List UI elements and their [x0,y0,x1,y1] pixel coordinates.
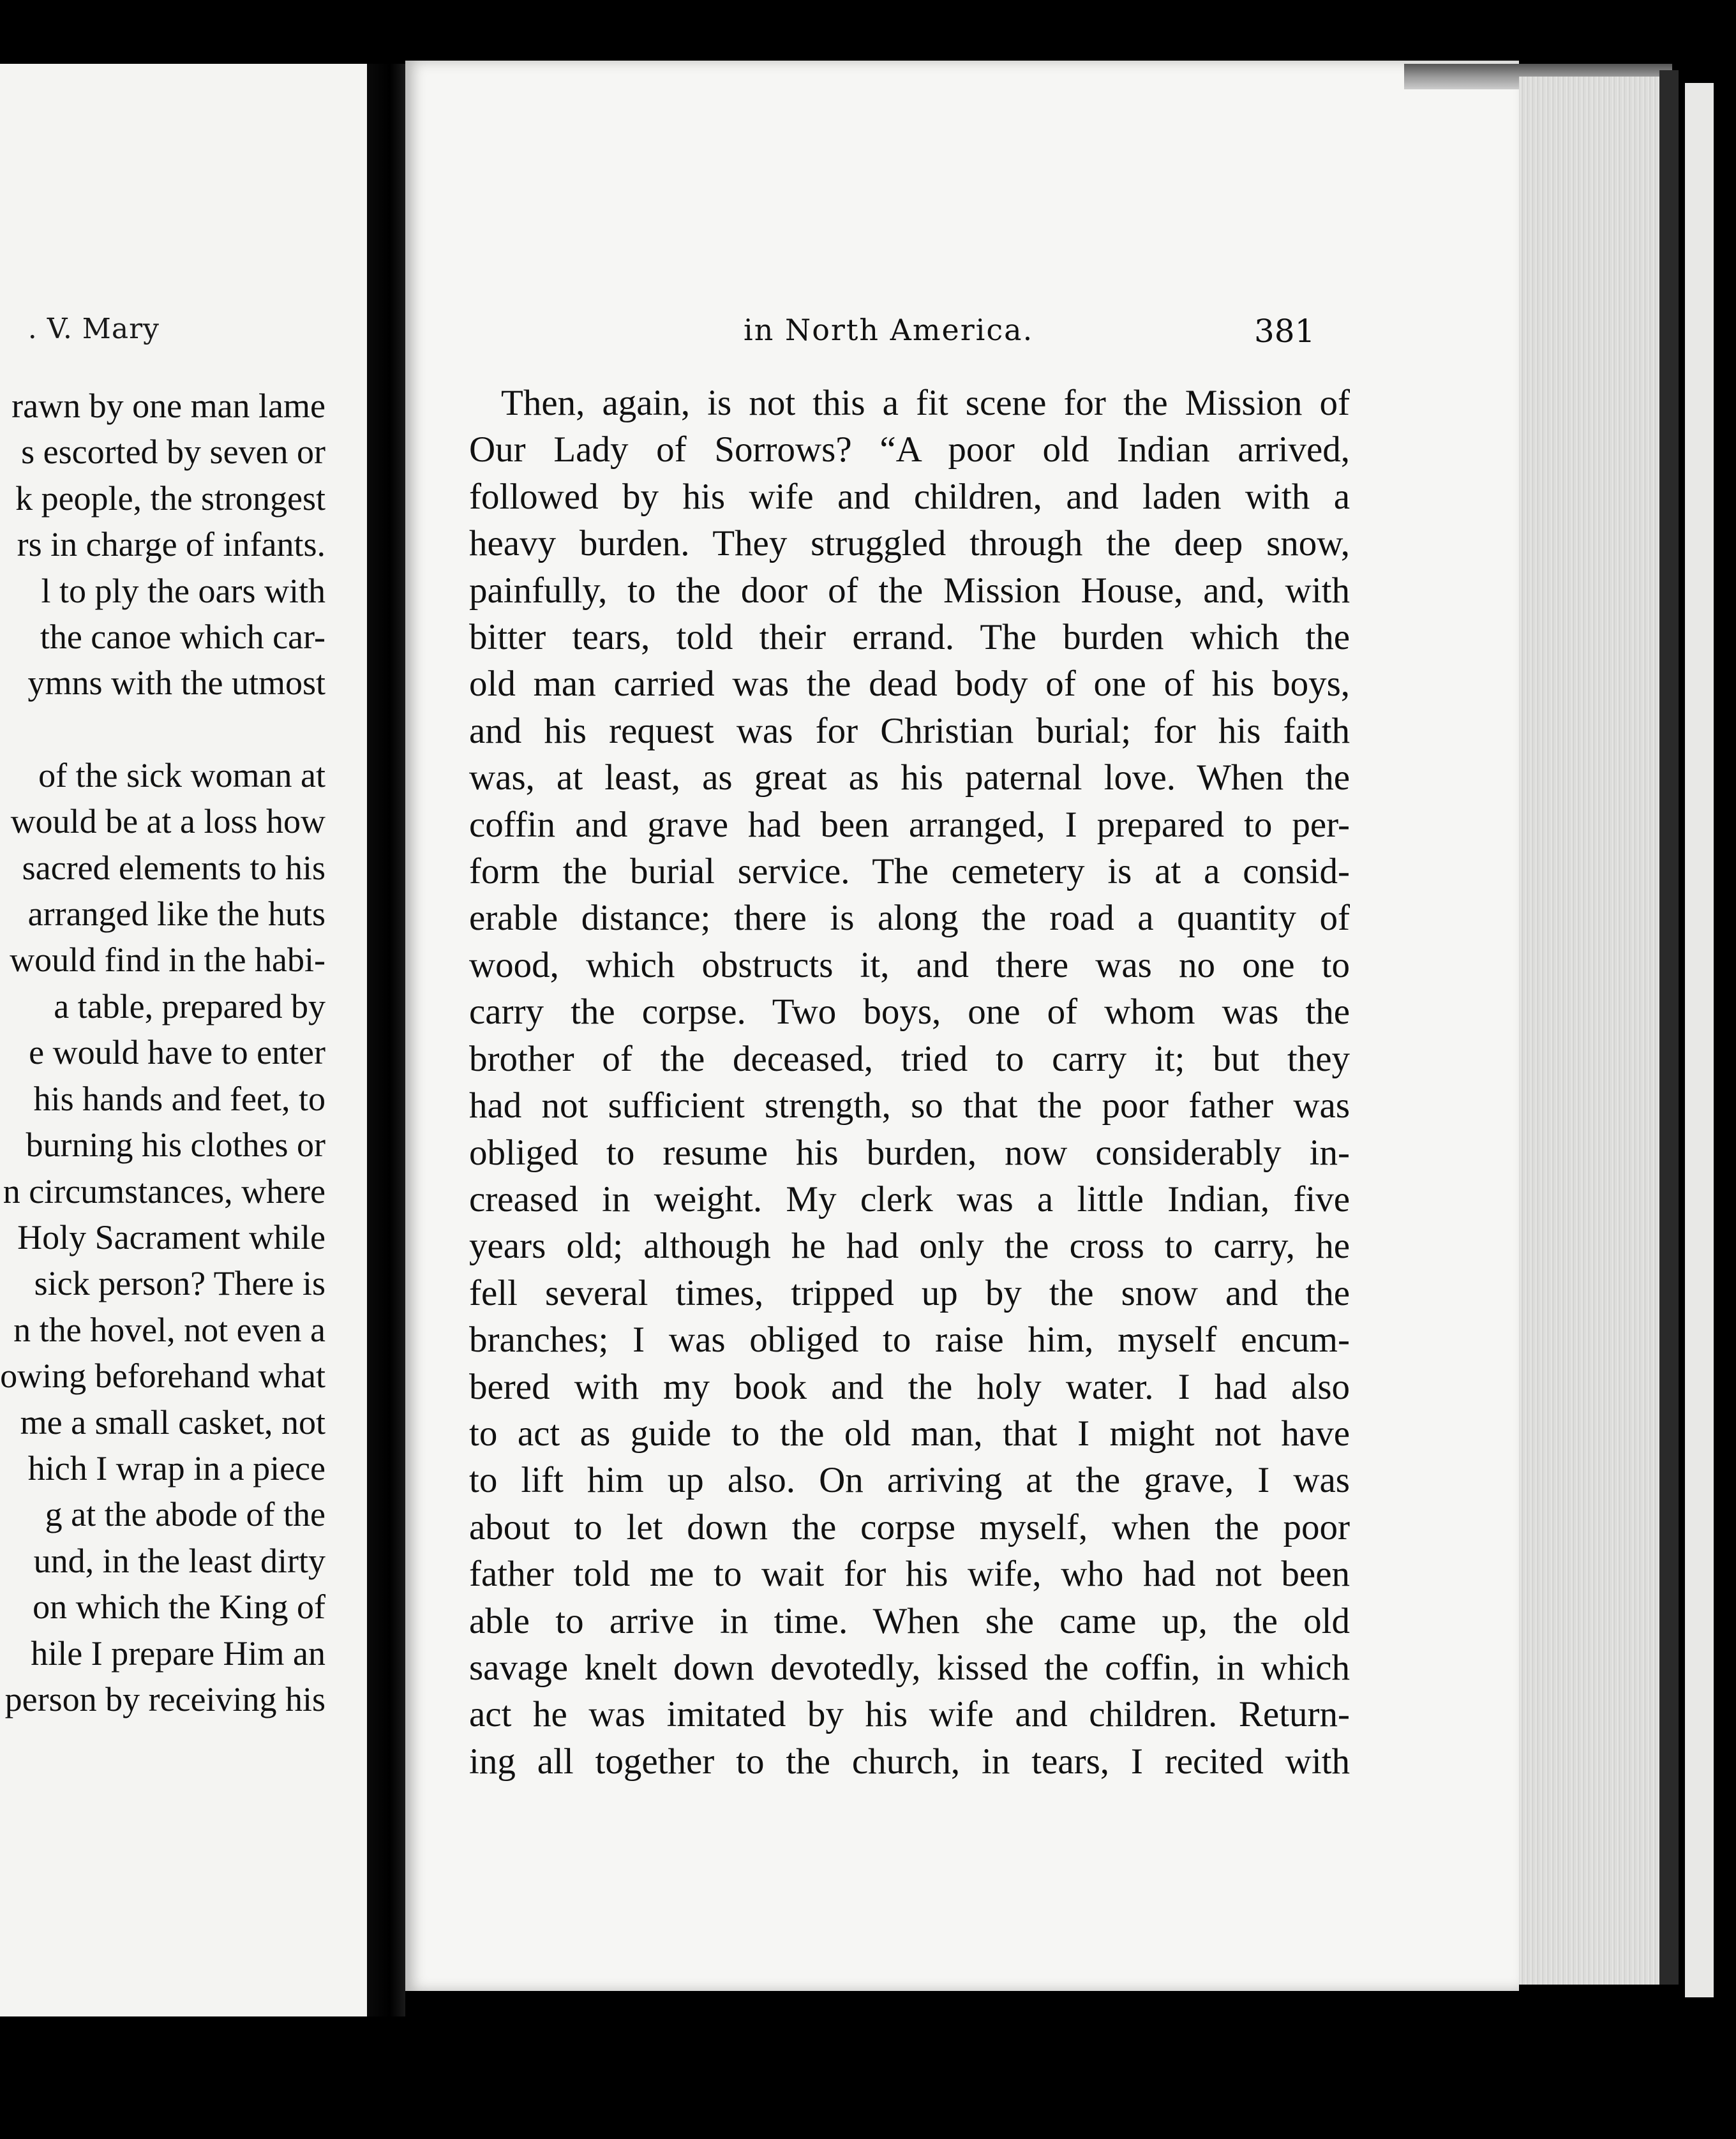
left-page [0,64,367,2016]
text-line: Our Lady of Sorrows? “A poor old Indian arrived, [469,429,1350,470]
left-text-line: burning his clothes or [26,1126,326,1165]
left-text-line: k people, the strongest [15,479,326,518]
text-line: years old; although he had only the cross to carry, he [469,1226,1350,1267]
left-text-line: n the hovel, not even a [13,1310,326,1349]
left-text-line: und, in the least dirty [33,1541,326,1580]
text-line: savage knelt down devotedly, kissed the coffin, in which [469,1647,1350,1688]
left-text-line: sacred elements to his [22,848,326,887]
text-line: obliged to resume his burden, now considerably in- [469,1132,1350,1173]
text-line: Then, again, is not this a fit scene for the Mission of [501,383,1350,423]
text-line: brother of the deceased, tried to carry it; but they [469,1038,1350,1079]
text-line: followed by his wife and children, and laden with a [469,476,1350,517]
text-line: old man carried was the dead body of one of his boys, [469,664,1350,704]
left-text-line: Holy Sacrament while [17,1218,326,1256]
left-text-line: owing beforehand what [0,1357,326,1396]
text-line: heavy burden. They struggled through the deep snow, [469,523,1350,564]
left-text-line: sick person? There is [34,1264,326,1303]
text-line: about to let down the corpse myself, when the poor [469,1507,1350,1547]
body-text [469,380,1350,1785]
page-edges [1519,77,1659,1985]
text-line: to lift him up also. On arriving at the grave, I was [469,1460,1350,1501]
book-gutter [367,64,405,2016]
left-text-line: e would have to enter [29,1033,326,1072]
text-line: coffin and grave had been arranged, I prepared to per- [469,804,1350,845]
text-line: erable distance; there is along the road a quantity of [469,898,1350,939]
text-line: fell several times, tripped up by the snow and the [469,1272,1350,1313]
left-text-line: s escorted by seven or [21,433,326,472]
left-text-line: n circumstances, where [3,1172,326,1211]
text-line: father told me to wait for his wife, who had not been [469,1554,1350,1595]
text-line: bered with my book and the holy water. I had also [469,1366,1350,1407]
page-header [405,313,1519,364]
left-text-line [0,706,326,752]
text-line: had not sufficient strength, so that the poor father was [469,1085,1350,1126]
text-line: form the burial service. The cemetery is at a consid- [469,851,1350,892]
text-line: painfully, to the door of the Mission House, and, with [469,570,1350,611]
text-line: wood, which obstructs it, and there was no one to [469,944,1350,985]
right-page [405,61,1519,1991]
text-line: to act as guide to the old man, that I might not have [469,1413,1350,1454]
left-text-line: a table, prepared by [54,987,326,1025]
text-line: able to arrive in time. When she came up, the old [469,1600,1350,1641]
text-line: was, at least, as great as his paternal love. When the [469,757,1350,798]
left-text-line: would be at a loss how [10,802,326,841]
left-text-line: hile I prepare Him an [31,1634,326,1673]
edge-shadow [1659,70,1679,1985]
text-line: carry the corpse. Two boys, one of whom was the [469,992,1350,1032]
left-page-text [0,383,326,1722]
left-text-line: rs in charge of infants. [17,525,326,564]
left-text-line: would find in the habi- [10,941,326,980]
left-text-line: l to ply the oars with [41,571,326,610]
left-text-line: rawn by one man lame [11,387,326,425]
left-text-line: the canoe which car- [40,618,326,657]
left-text-line: me a small casket, not [20,1403,326,1442]
text-line: act he was imitated by his wife and children. Return- [469,1694,1350,1735]
text-line: branches; I was obliged to raise him, myself encum- [469,1320,1350,1360]
facing-cover-strip [1685,83,1714,1997]
text-line: and his request was for Christian burial; for his faith [469,710,1350,751]
left-text-line: his hands and feet, to [33,1079,326,1118]
text-line: bitter tears, told their errand. The burden which the [469,617,1350,658]
left-text-line: person by receiving his [4,1680,326,1718]
left-text-line: arranged like the huts [27,895,326,934]
text-line: ing all together to the church, in tears, I recited with [469,1741,1350,1782]
left-running-head: . V. Mary [27,313,160,345]
left-text-line: on which the King of [33,1588,326,1627]
left-text-line: ymns with the utmost [27,664,326,703]
left-text-line: of the sick woman at [38,756,326,794]
left-text-line: g at the abode of the [45,1495,326,1534]
running-title: in North America. [744,313,1034,347]
text-line: creased in weight. My clerk was a little Indian, five [469,1179,1350,1219]
page-number: 381 [1254,313,1315,350]
left-text-line: hich I wrap in a piece [27,1449,326,1487]
